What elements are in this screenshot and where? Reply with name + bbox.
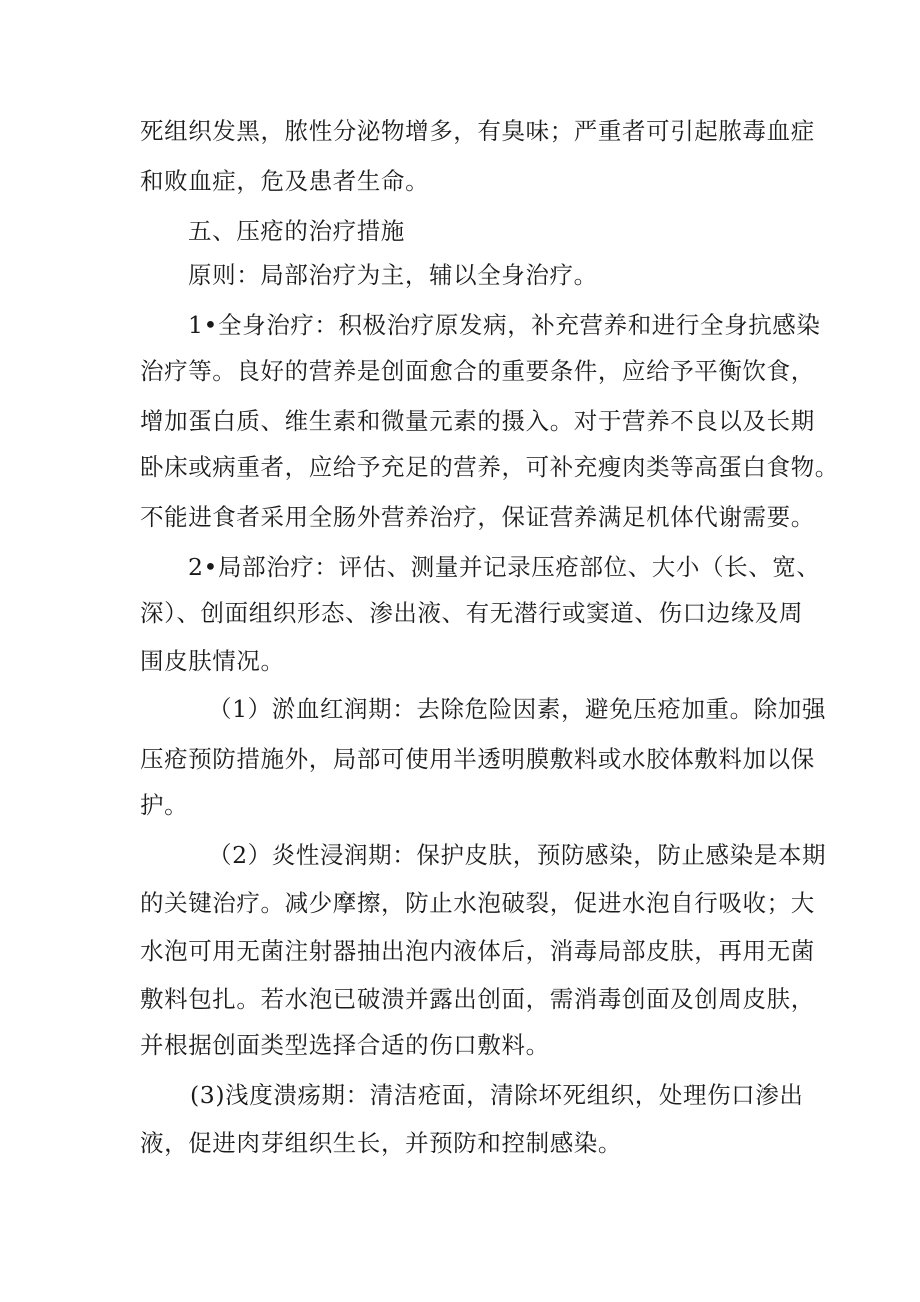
text-line: 液，促进肉芽组织生长，并预防和控制感染。 — [140, 1129, 622, 1157]
text-line: 不能进食者采用全肠外营养治疗，保证营养满足机体代谢需要。 — [140, 503, 815, 531]
text-line: 敷料包扎。若水泡已破溃并露出创面，需消毒创面及创周皮肤， — [140, 985, 815, 1013]
text-line: 的关键治疗。减少摩擦，防止水泡破裂，促进水泡自行吸收；大 — [140, 889, 815, 917]
text-line: 并根据创面类型选择合适的伤口敷料。 — [140, 1031, 550, 1059]
text-line: 卧床或病重者，应给予充足的营养，可补充瘦肉类等高蛋白食物。 — [140, 453, 839, 481]
text-line: (3)浅度溃疡期：清洁疮面，清除坏死组织，处理伤口渗出 — [190, 1081, 804, 1109]
text-line: 1•全身治疗：积极治疗原发病，补充营养和进行全身抗感染 — [188, 311, 821, 339]
text-line: 护。 — [140, 791, 189, 819]
text-line: 围皮肤情况。 — [140, 647, 285, 675]
text-line: （1）淤血红润期：去除危险因素，避免压疮加重。除加强 — [208, 695, 827, 723]
text-line: 治疗等。良好的营养是创面愈合的重要条件，应给予平衡饮食， — [140, 357, 815, 385]
text-line: 水泡可用无菌注射器抽出泡内液体后，消毒局部皮肤，再用无菌 — [140, 937, 815, 965]
text-line: 深）、创面组织形态、渗出液、有无潜行或窦道、伤口边缘及周 — [140, 599, 804, 627]
text-line: （2）炎性浸润期：保护皮肤，预防感染，防止感染是本期 — [208, 841, 827, 869]
text-line: 2•局部治疗：评估、测量并记录压疮部位、大小（长、宽、 — [188, 553, 821, 581]
text-line: 死组织发黑，脓性分泌物增多，有臭味；严重者可引起脓毒血症 — [140, 117, 815, 145]
text-line: 原则：局部治疗为主，辅以全身治疗。 — [188, 261, 598, 289]
section-heading: 五、压疮的治疗措施 — [188, 217, 405, 245]
text-line: 和败血症，危及患者生命。 — [140, 167, 430, 195]
text-line: 压疮预防措施外，局部可使用半透明膜敷料或水胶体敷料加以保 — [140, 745, 815, 773]
text-line: 增加蛋白质、维生素和微量元素的摄入。对于营养不良以及长期 — [140, 407, 815, 435]
